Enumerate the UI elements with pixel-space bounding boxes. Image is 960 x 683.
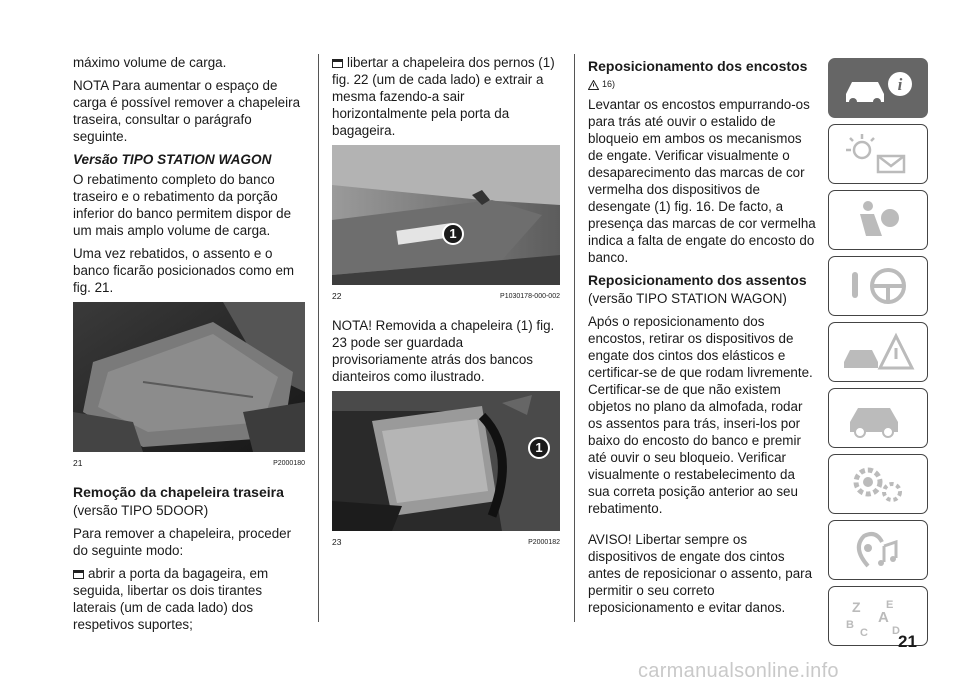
bullet-item — [73, 565, 305, 633]
warning-triangle-icon — [588, 80, 599, 90]
paragraph: máximo volume de carga. — [73, 55, 227, 70]
paragraph: NOTA! Removida a chapeleira (1) fig. 23 pode ser guardada provisoriamente atrás dos bancos dianteiros como ilustrado. — [332, 318, 555, 384]
svg-text:Z: Z — [852, 599, 861, 615]
section-subtitle: (versão TIPO STATION WAGON) — [588, 291, 787, 306]
figure-number: 21 — [73, 458, 83, 468]
section-title-cushion-reposition: Reposicionamento dos assentos — [588, 272, 807, 288]
section-title-parcel-shelf-removal: Remoção da chapeleira traseira — [73, 484, 284, 500]
page-number: 21 — [898, 632, 917, 651]
paragraph: NOTA Para aumentar o espaço de carga é possível remover a chapeleira traseira, consultar o parágrafo seguinte. — [73, 78, 301, 144]
svg-text:D: D — [892, 625, 900, 637]
paragraph-warning: AVISO! Libertar sempre os dispositivos de engate dos cintos antes de reposicionar o assento, para permitir o seu correto reposicionamento e evitar danos. — [588, 532, 813, 615]
figure-21-image — [73, 302, 305, 452]
svg-text:B: B — [846, 619, 854, 631]
svg-text:C: C — [860, 627, 868, 639]
svg-text:A: A — [878, 609, 889, 626]
nav-dashboard-lights[interactable] — [828, 124, 928, 184]
steering-wheel-icon — [838, 262, 918, 310]
folded-seat-illustration — [73, 302, 305, 452]
stowed-shelf-illustration — [332, 391, 560, 531]
paragraph: Para remover a chapeleira, proceder do seguinte modo: — [73, 526, 292, 558]
bullet-item — [332, 54, 560, 139]
nav-safety[interactable] — [828, 190, 928, 250]
chapter-nav — [828, 58, 928, 652]
warning-reference — [588, 76, 818, 93]
column-divider — [574, 54, 575, 622]
warning-ref-number: 16) — [602, 79, 616, 89]
nav-emergency[interactable] — [828, 322, 928, 382]
column-3 — [588, 54, 818, 622]
nav-driving[interactable] — [828, 256, 928, 316]
watermark-text: carmanualsonline.info — [638, 660, 839, 682]
figure-number: 23 — [332, 537, 342, 547]
dashboard-lights-icon — [838, 130, 918, 178]
subheading-station-wagon: Versão TIPO STATION WAGON — [73, 152, 272, 167]
airbag-safety-icon — [838, 196, 918, 244]
bullet-icon — [332, 59, 343, 68]
car-maintenance-icon — [838, 394, 918, 442]
figure-23-caption — [332, 534, 560, 551]
figure-marker: 1 — [442, 223, 464, 245]
column-2 — [332, 54, 560, 563]
parcel-shelf-pin-illustration — [332, 145, 560, 285]
bullet-text: libertar a chapeleira dos pernos (1) fig. 22 (um de cada lado) e extrair a mesma fazendo-a sair horizontalmente pela porta da bagageira. — [332, 55, 555, 138]
column-1 — [73, 54, 305, 639]
multimedia-icon — [838, 526, 918, 574]
figure-22-image — [332, 145, 560, 285]
nav-technical-data[interactable] — [828, 454, 928, 514]
figure-code: P2000180 — [273, 460, 305, 467]
svg-text:E: E — [886, 599, 894, 611]
figure-number: 22 — [332, 291, 342, 301]
column-divider — [318, 54, 319, 622]
figure-code: P2000182 — [528, 539, 560, 546]
figure-22-caption — [332, 288, 560, 305]
section-subtitle: (versão TIPO 5DOOR) — [73, 503, 209, 518]
bullet-icon — [73, 570, 84, 579]
nav-maintenance[interactable] — [828, 388, 928, 448]
nav-multimedia[interactable] — [828, 520, 928, 580]
paragraph: Levantar os encostos empurrando-os para trás até ouvir o estalido de bloqueio em ambos os mecanismos de engate. Verificar visualmente o desaparecimento das marcas de cor vermelha dos dispositivos de desengate (1) fig. 16. De facto, a presença das marcas de cor vermelha indica a falta de engate do encosto do banco. — [588, 97, 816, 265]
paragraph: Após o reposicionamento dos encostos, retirar os dispositivos de engate dos cintos dos elásticos e certificar-se de que rodam livremente. Certificar-se de que não existem objetos no plano da almofada, rodar os assentos para trás, inseri-los por baixo do encosto do banco e premir até ouvir o seu bloqueio. Verificar visualmente o restabelecimento da sua correta posição anterior ao seu rebatimento. — [588, 314, 813, 516]
figure-code: P1030178-000-002 — [500, 293, 560, 300]
paragraph: Uma vez rebatidos, o assento e o banco ficarão posicionados como em fig. 21. — [73, 246, 295, 295]
figure-23-image — [332, 391, 560, 531]
bullet-text: abrir a porta da bagageira, em seguida, libertar os dois tirantes laterais (um de cada lado) dos respetivos suportes; — [73, 566, 269, 632]
paragraph: O rebatimento completo do banco traseiro e o rebatimento da porção inferior do banco permitem dispor de um mais amplo volume de carga. — [73, 172, 292, 238]
car-info-icon — [838, 64, 918, 112]
figure-marker: 1 — [528, 437, 550, 459]
breakdown-warning-icon — [838, 328, 918, 376]
section-title-backrest-reposition: Reposicionamento dos encostos — [588, 58, 808, 74]
nav-car-info[interactable] — [828, 58, 928, 118]
technical-data-icon — [838, 460, 918, 508]
figure-21-caption — [73, 455, 305, 472]
svg-text:i: i — [897, 75, 903, 94]
